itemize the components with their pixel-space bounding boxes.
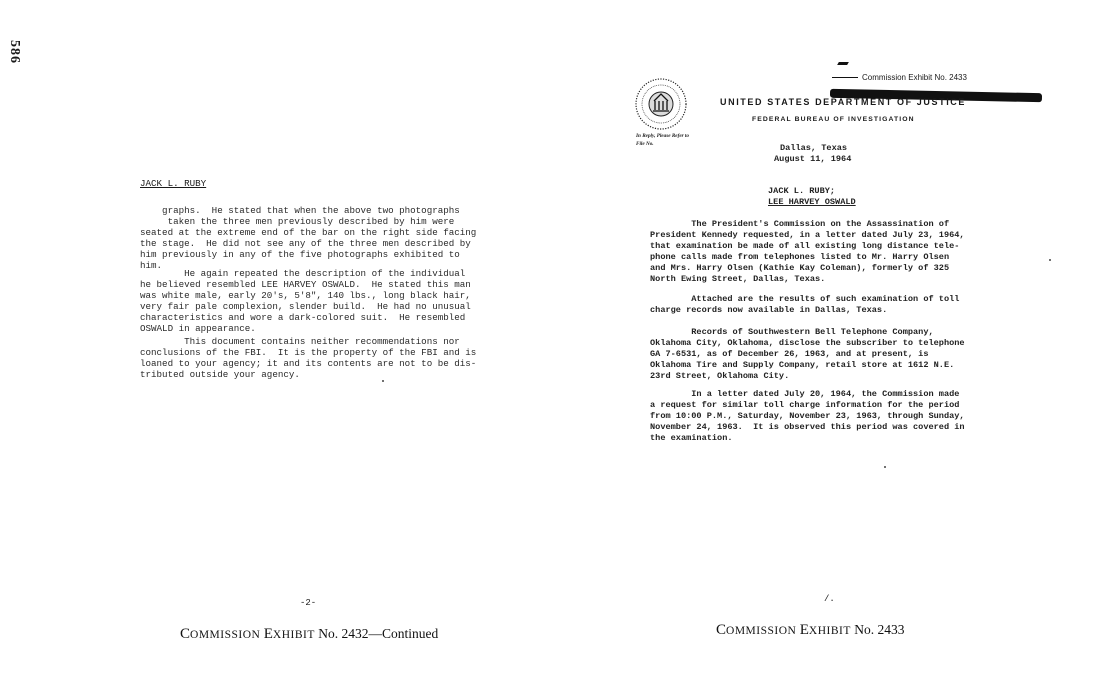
letter-place: Dallas, Texas — [780, 143, 848, 153]
caption-smallcaps: XHIBIT — [272, 629, 315, 641]
scan-speck — [884, 466, 886, 468]
scan-speck — [382, 380, 384, 382]
caption-smallcaps: OMMISSION — [190, 629, 261, 641]
caption-letter: C — [716, 622, 727, 638]
letter-date: August 11, 1964 — [774, 154, 852, 164]
left-exhibit-caption — [180, 626, 438, 643]
left-paragraph-3: This document contains neither recommendations nor conclusions of the FBI. It is the property of the FBI and is loaned to your agency; it and its contents are not to be dis- tributed outside your agency. — [140, 336, 477, 380]
caption-letter: C — [180, 626, 191, 642]
left-paragraph-1: graphs. He stated that when the above two photographs taken the three men previously described by him were seated at the extreme end of the bar on the right side facing the stage. He did not see any of the three men described by him previously in any of the five photographs exhibited to him. — [140, 205, 477, 271]
right-paragraph-4: In a letter dated July 20, 1964, the Commission made a request for similar toll charge information for the period from 10:00 P.M., Saturday, November 23, 1963, through Sunday, November 24, 1963. It is observed this period was covered in the examination. — [650, 389, 965, 443]
scan-speck — [1049, 259, 1051, 261]
bureau-title: FEDERAL BUREAU OF INVESTIGATION — [752, 116, 915, 123]
department-title: UNITED STATES DEPARTMENT OF JUSTICE — [720, 97, 967, 107]
page-number: 586 — [7, 40, 22, 64]
right-paragraph-1: The President's Commission on the Assassination of President Kennedy requested, in a letter dated July 23, 1964, that examination be made of all existing long distance tele- phone calls made from telephones listed to Mr. Harry Olsen and Mrs. Harry Olsen (Kathie Kay Coleman), formerly of 325 North Ewing Street, Dallas, Texas. — [650, 219, 965, 284]
caption-smallcaps: OMMISSION — [726, 625, 797, 637]
subject-line-2: LEE HARVEY OSWALD — [768, 197, 856, 207]
exhibit-tick-mark — [837, 62, 849, 65]
left-page-header: JACK L. RUBY — [140, 178, 207, 189]
exhibit-label: Commission Exhibit No. 2433 — [862, 73, 967, 82]
right-paragraph-2: Attached are the results of such examination of toll charge records now available in Dallas, Texas. — [650, 294, 960, 315]
caption-letter: E — [799, 622, 809, 638]
caption-smallcaps: XHIBIT — [808, 625, 851, 637]
justice-seal-icon — [634, 77, 688, 131]
left-paragraph-2: He again repeated the description of the individual he believed resembled LEE HARVEY OSWALD. He stated this man was white male, early 20's, 5'8", 140 lbs., long black hair, very fair pale complexion, slender build. He had no unusual characteristics and wore a dark-colored suit. He resembled OSWALD in appearance. — [140, 268, 471, 334]
right-paragraph-3: Records of Southwestern Bell Telephone Company, Oklahoma City, Oklahoma, disclose the subscriber to telephone GA 7-6531, as of December 26, 1963, and at present, is Oklahoma Tire and Supply Company, retail store at 1612 N.E. 23rd Street, Oklahoma City. — [650, 327, 965, 381]
reply-note: In Reply, Please Refer to File No. — [636, 133, 689, 147]
caption-letter: E — [263, 626, 273, 642]
caption-rest: No. 2432—Continued — [314, 626, 439, 641]
left-page-mark: -2- — [300, 598, 317, 608]
caption-rest: No. 2433 — [850, 622, 905, 637]
right-exhibit-caption — [716, 622, 904, 639]
exhibit-rule — [832, 77, 858, 78]
subject-line-1: JACK L. RUBY; — [768, 186, 836, 196]
right-page-mark: /. — [824, 594, 835, 604]
